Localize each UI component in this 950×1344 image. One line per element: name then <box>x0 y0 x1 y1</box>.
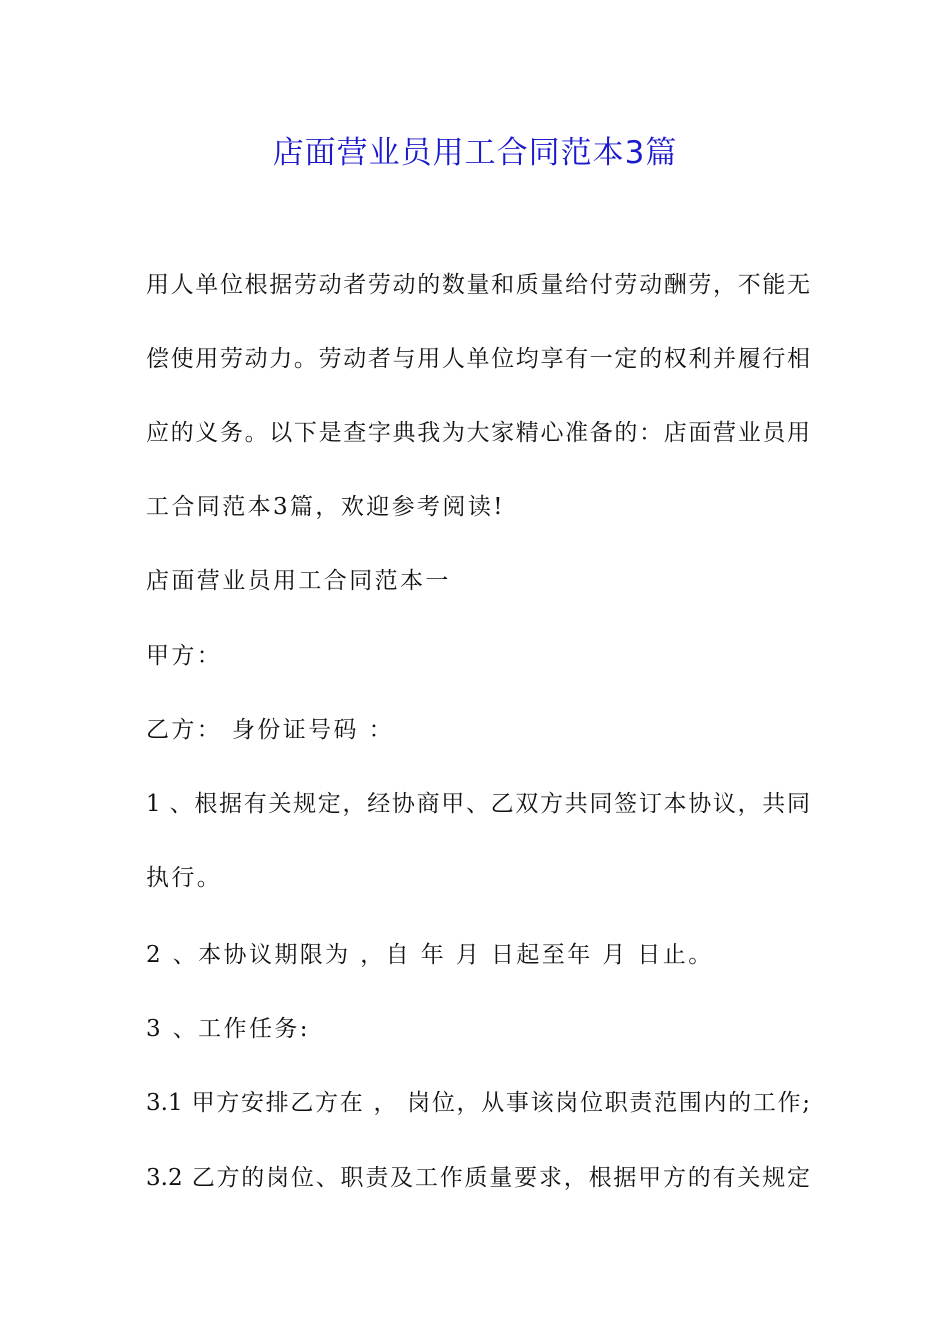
section-heading: 店面营业员用工合同范本一 <box>146 568 451 594</box>
paragraph-line: 用人单位根据劳动者劳动的数量和质量给付劳动酬劳，不能无 <box>146 272 810 298</box>
document-title: 店面营业员用工合同范本3篇 <box>272 135 678 171</box>
clause-3-2-line: 3.2 乙方的岗位、职责及工作质量要求，根据甲方的有关规定 <box>146 1165 810 1191</box>
clause-3-1-line: 3.1 甲方安排乙方在 ， 岗位，从事该岗位职责范围内的工作; <box>146 1090 810 1116</box>
clause-1-line: 1 、根据有关规定，经协商甲、乙双方共同签订本协议，共同 <box>146 791 810 817</box>
party-a-line: 甲方： <box>146 643 223 669</box>
paragraph-line: 工合同范本3篇，欢迎参考阅读! <box>146 494 505 520</box>
clause-2-line: 2 、本协议期限为 ，自 年 月 日起至年 月 日止。 <box>146 942 714 968</box>
paragraph-line: 应的义务。以下是查字典我为大家精心准备的：店面营业员用 <box>146 420 810 446</box>
paragraph-line: 偿使用劳动力。劳动者与用人单位均享有一定的权利并履行相 <box>146 346 810 372</box>
clause-1-continuation: 执行。 <box>146 865 223 891</box>
party-b-line: 乙方： 身份证号码 ： <box>146 717 395 743</box>
clause-3-line: 3 、工作任务: <box>146 1016 310 1042</box>
